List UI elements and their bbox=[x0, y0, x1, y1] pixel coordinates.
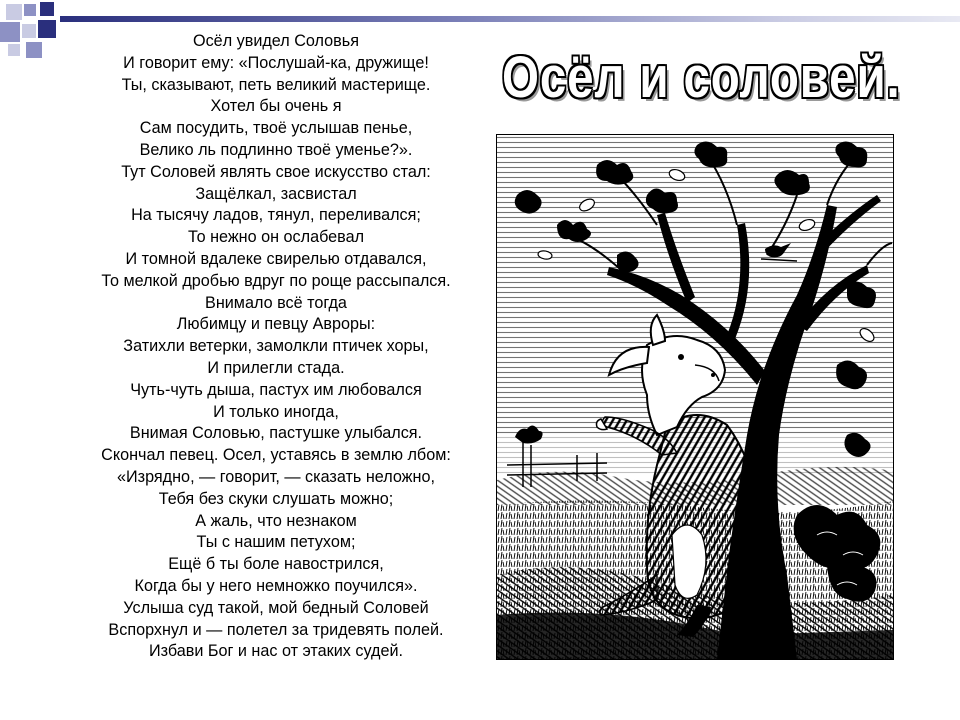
poem-line: То нежно он ослабевал bbox=[187, 228, 365, 247]
poem-line: Вспорхнул и — полетел за тридевять полей. bbox=[108, 620, 444, 639]
poem-line: Тебя без скуки слушать можно; bbox=[158, 489, 394, 508]
donkey-nightingale-illustration bbox=[496, 134, 894, 660]
deco-square bbox=[40, 2, 54, 16]
deco-square bbox=[8, 44, 20, 56]
poem-line: А жаль, что незнаком bbox=[195, 511, 357, 530]
poem-line: Чуть-чуть дыша, пастух им любовался bbox=[130, 380, 422, 399]
poem-line: И прилегли стада. bbox=[207, 358, 345, 377]
poem-line: Хотел бы очень я bbox=[210, 97, 342, 116]
deco-square bbox=[24, 4, 36, 16]
poem-line: «Изрядно, — говорит, — сказать неложно, bbox=[117, 467, 435, 486]
poem-text bbox=[60, 31, 492, 663]
deco-square bbox=[0, 22, 20, 42]
poem-line: То мелкой дробью вдруг по роще рассыпался. bbox=[101, 271, 451, 290]
poem-line: Осёл увидел Соловья bbox=[193, 32, 359, 50]
deco-square bbox=[6, 4, 22, 20]
poem-line: Велико ль подлинно твоё уменье?». bbox=[139, 140, 413, 159]
poem-line: Когда бы у него немножко поучился». bbox=[134, 576, 418, 595]
deco-square bbox=[22, 24, 36, 38]
poem-line: Внимало всё тогда bbox=[205, 293, 347, 312]
deco-square bbox=[26, 42, 42, 58]
poem-line: Ещё б ты боле навострился, bbox=[168, 555, 384, 574]
poem-line: Ты с нашим петухом; bbox=[196, 533, 356, 552]
poem-line: Внимая Соловью, пастушке улыбался. bbox=[129, 424, 423, 443]
poem-line: И говорит ему: «Послушай-ка, дружище! bbox=[123, 53, 429, 72]
poem-line: Ты, сказывают, петь великий мастерище. bbox=[121, 75, 431, 94]
poem-line: Защёлкал, засвистал bbox=[195, 184, 357, 203]
header-bar bbox=[60, 16, 960, 22]
poem-line: Сам посудить, твоё услышав пенье, bbox=[139, 119, 413, 138]
poem-line: И томной вдалеке свирелью отдавался, bbox=[125, 249, 427, 268]
poem-line: Избави Бог и нас от этаких судей. bbox=[148, 642, 404, 661]
poem-line: Любимцу и певцу Авроры: bbox=[176, 315, 376, 334]
deco-square bbox=[38, 20, 56, 38]
poem-line: На тысячу ладов, тянул, переливался; bbox=[131, 206, 421, 225]
poem-line: Затихли ветерки, замолкли птичек хоры, bbox=[123, 337, 429, 356]
poem-line: Тут Соловей являть свое искусство стал: bbox=[121, 162, 431, 181]
poem-line: И только иногда, bbox=[213, 402, 339, 421]
poem-line: Скончал певец. Осел, уставясь в землю лбом: bbox=[101, 446, 451, 465]
slide-title: Осёл и соловей. bbox=[502, 45, 901, 110]
poem-line: Услыша суд такой, мой бедный Соловей bbox=[123, 598, 429, 617]
